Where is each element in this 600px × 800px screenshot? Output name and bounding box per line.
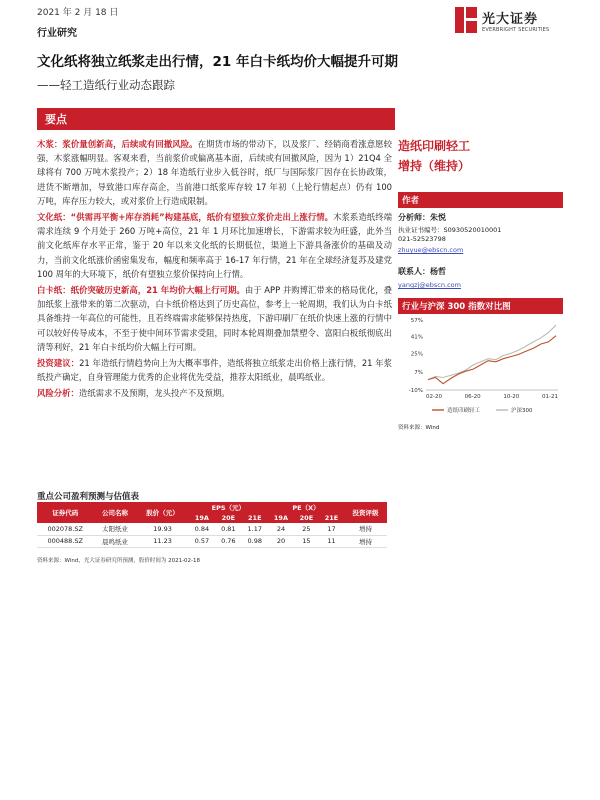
y-tick-label: 25%	[410, 351, 423, 358]
legend-label: 沪深300	[511, 408, 533, 414]
cell-price: 11.23	[136, 535, 188, 547]
cell-pe: 15	[294, 535, 319, 547]
col-header-eps: EPS（元）	[189, 502, 268, 513]
cell-code: 000488.SZ	[37, 535, 93, 547]
col-header-year: 21E	[242, 513, 268, 523]
table-row	[37, 523, 387, 535]
x-tick-label: 01-21	[542, 394, 558, 400]
paragraph-white-card: 白卡纸：纸价突破历史新高，21 年均价大幅上行可期。由于 APP 并购博汇带来的格局优化，叠加纸浆上涨带来的第二次驱动，白卡纸价格达到了历史高位，参考上一轮周期，我们认为白卡纸具备维持一年高位的可能性，且若终端需求能够保持热度，下游印刷厂在纸价快速上涨的行情中可以较好传导成本，不至于使中间环节需求受阻，同时本轮周期叠加禁塑令、富阳白板纸彻底出清等利好，21 年白卡纸均价大幅上行可期。	[37, 285, 392, 352]
cell-pe: 25	[294, 523, 319, 535]
author-section-header: 作者	[398, 192, 563, 208]
cell-pe: 17	[319, 523, 344, 535]
report-category: 行业研究	[37, 28, 77, 39]
analyst-phone: 021-52523798	[398, 235, 446, 243]
series-line-hs300	[428, 325, 556, 379]
contact-name: 联系人：杨哲	[398, 267, 446, 276]
col-header-code: 证券代码	[37, 502, 93, 523]
industry-rating: 增持（维持）	[398, 159, 471, 173]
cell-eps: 0.98	[242, 535, 268, 547]
logo-mark-icon	[455, 7, 477, 33]
cell-name: 晨鸣纸业	[93, 535, 136, 547]
table-row	[37, 535, 387, 547]
x-tick-label: 10-20	[503, 394, 520, 400]
col-header-year: 20E	[294, 513, 319, 523]
y-tick-label: 7%	[414, 370, 423, 377]
analyst-email[interactable]: zhuyue@ebscn.com	[398, 246, 464, 254]
cell-eps: 0.81	[215, 523, 241, 535]
chart-section-header: 行业与沪深 300 指数对比图	[398, 298, 563, 314]
cell-eps: 0.84	[189, 523, 215, 535]
cell-pe: 20	[268, 535, 294, 547]
report-title: 文化纸将独立纸浆走出行情，21 年白卡纸均价大幅提升可期	[37, 54, 398, 70]
industry-name: 造纸印刷轻工	[398, 139, 471, 153]
col-header-year: 19A	[189, 513, 215, 523]
col-header-price: 股价（元）	[136, 502, 188, 523]
cell-pe: 11	[319, 535, 344, 547]
report-date: 2021 年 2 月 18 日	[37, 8, 119, 18]
logo-text-en: EVERBRIGHT SECURITIES	[482, 26, 550, 33]
company-logo	[455, 4, 575, 36]
x-tick-label: 06-20	[464, 394, 481, 400]
report-subtitle: ——轻工造纸行业动态跟踪	[37, 78, 175, 92]
cell-pe: 24	[268, 523, 294, 535]
y-tick-label: 57%	[410, 318, 423, 324]
col-header-year: 19A	[268, 513, 294, 523]
paragraph-investment-advice: 投资建议：21 年造纸行情趋势向上为大概率事件，造纸将独立纸浆走出价格上涨行情，21 年浆纸投产确定，自身管理能力优秀的企业将优先受益，推荐太阳纸业，晨鸣纸业。	[37, 358, 392, 383]
table-title: 重点公司盈利预测与估值表	[37, 492, 140, 502]
index-comparison-chart	[398, 314, 563, 419]
analyst-cert: 执业证书编号：S0930520010001	[398, 226, 502, 234]
earnings-forecast-table	[37, 502, 387, 548]
cell-eps: 0.76	[215, 535, 241, 547]
cell-code: 002078.SZ	[37, 523, 93, 535]
cell-price: 19.93	[136, 523, 188, 535]
cell-rating: 增持	[344, 523, 387, 535]
y-tick-label: -10%	[408, 388, 423, 394]
col-header-pe: PE（X）	[268, 502, 344, 513]
cell-rating: 增持	[344, 535, 387, 547]
contact-email[interactable]: yangzj@ebscn.com	[398, 281, 461, 289]
table-source-note: 资料来源：Wind，光大证券研究所预测，股价时间为 2021-02-18	[37, 558, 201, 564]
col-header-year: 21E	[319, 513, 344, 523]
section-header-key-points: 要点	[37, 108, 395, 130]
chart-source: 资料来源：Wind	[398, 425, 440, 431]
report-body	[37, 137, 392, 403]
col-header-year: 20E	[215, 513, 241, 523]
cell-eps: 1.17	[242, 523, 268, 535]
col-header-name: 公司名称	[93, 502, 136, 523]
cell-eps: 0.57	[189, 535, 215, 547]
y-tick-label: 41%	[410, 334, 423, 341]
paragraph-risk: 风险分析：造纸需求不及预期，龙头投产不及预期。	[37, 388, 230, 399]
x-tick-label: 02-20	[426, 394, 442, 400]
legend-label: 造纸印刷轻工	[447, 408, 481, 414]
logo-text-cn: 光大证券	[482, 11, 539, 27]
col-header-rating: 投资评级	[344, 502, 387, 523]
paragraph-cultural-paper: 文化纸：“供需再平衡+库存消耗”构建基底，纸价有望独立浆价走出上涨行情。木浆系造纸终端需求连续 9 个月处于 260 万吨+高位，21 年 1 月环比加速增长，下游需求较为旺盛，此外当前文化纸库存水平正常，鉴于 20 年以来文化纸的长期低位，渠道上下游具备涨价的基础及动力，当前文化纸涨价函密集发布，幅度和频率高于 16-17 年行情，21 年在全球经济复苏及建党 100 周年的大环境下，纸价有望独立浆价保持向上行情。	[37, 212, 392, 279]
cell-name: 太阳纸业	[93, 523, 136, 535]
analyst-name: 分析师：朱悦	[398, 213, 446, 222]
paragraph-pulp: 木浆：浆价量创新高，后续或有回撤风险。在期货市场的带动下，以及浆厂、经销商看涨意愿较强，木浆涨幅明显。客观来看，当前浆价或偏离基本面，后续或有回撤风险，因为 1）21Q4 全球将有 700 万吨木浆投产；2）18 年造纸行业步入低谷时，纸厂与国际浆厂因存在长协政策，进货不断增加，导致港口库存高企，当前港口纸浆库存较 17 年初（上轮行情起点）仍有 100 万吨，库存压力较大，或对浆价上行造成限制。	[37, 139, 393, 206]
line-chart-svg	[398, 314, 563, 419]
